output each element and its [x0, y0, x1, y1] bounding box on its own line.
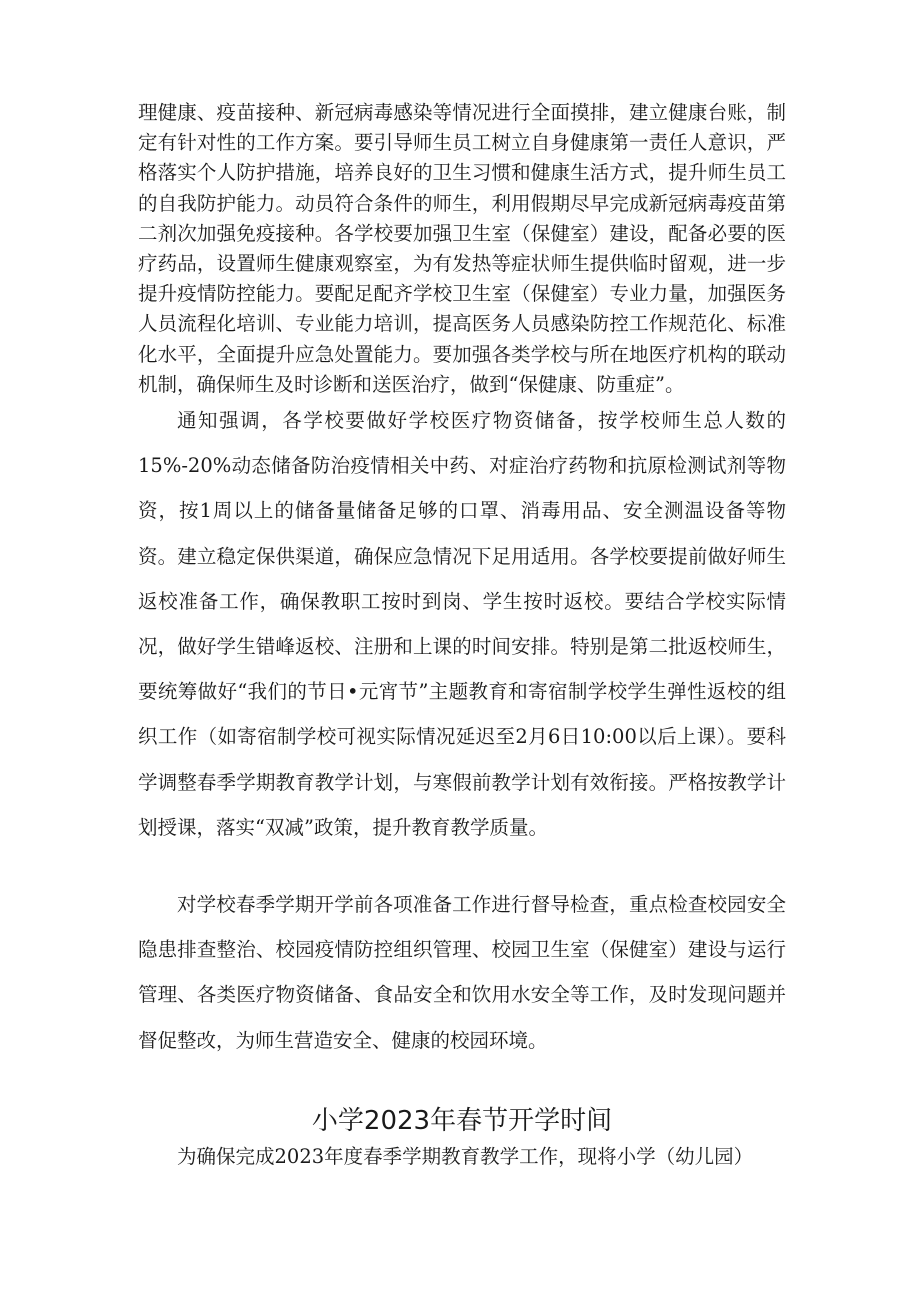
- paragraph-supervision: 对学校春季学期开学前各项准备工作进行督导检查，重点检查校园安全隐患排查整治、校园疫情防控组织管理、校园卫生室（保健室）建设与运行管理、各类医疗物资储备、食品安全和饮用水安全等工作，及时发现问题并督促整改，为师生营造安全、健康的校园环境。: [138, 893, 786, 1052]
- paragraph-medical-supplies: 通知强调，各学校要做好学校医疗物资储备，按学校师生总人数的15%-20%动态储备防治疫情相关中药、对症治疗药物和抗原检测试剂等物资，按1周以上的储备量储备足够的口罩、消毒用品、安全测温设备等物资。建立稳定保供渠道，确保应急情况下足用适用。各学校要提前做好师生返校准备工作，确保教职工按时到岗、学生按时返校。要结合学校实际情况，做好学生错峰返校、注册和上课的时间安排。特别是第二批返校师生，要统筹做好“我们的节日•元宵节”主题教育和寄宿制学校学生弹性返校的组织工作（如寄宿制学校可视实际情况延迟至2月6日10:00以后上课）。要科学调整春季学期教育教学计划，与寒假前教学计划有效衔接。严格按教学计划授课，落实“双减”政策，提升教育教学质量。: [138, 409, 786, 839]
- paragraph-intro: 为确保完成2023年度春季学期教育教学工作，现将小学（幼儿园）: [177, 1145, 754, 1168]
- section-heading: 小学2023年春节开学时间: [311, 1106, 613, 1136]
- paragraph-health-measures: 理健康、疫苗接种、新冠病毒感染等情况进行全面摸排，建立健康台账，制定有针对性的工作方案。要引导师生员工树立自身健康第一责任人意识，严格落实个人防护措施，培养良好的卫生习惯和健康生活方式，提升师生员工的自我防护能力。动员符合条件的师生，利用假期尽早完成新冠病毒疫苗第二剂次加强免疫接种。各学校要加强卫生室（保健室）建设，配备必要的医疗药品，设置师生健康观察室，为有发热等症状师生提供临时留观，进一步提升疫情防控能力。要配足配齐学校卫生室（保健室）专业力量，加强医务人员流程化培训、专业能力培训，提高医务人员感染防控工作规范化、标准化水平，全面提升应急处置能力。要加强各类学校与所在地医疗机构的联动机制，确保师生及时诊断和送医治疗，做到“保健康、防重症”。: [138, 101, 786, 396]
